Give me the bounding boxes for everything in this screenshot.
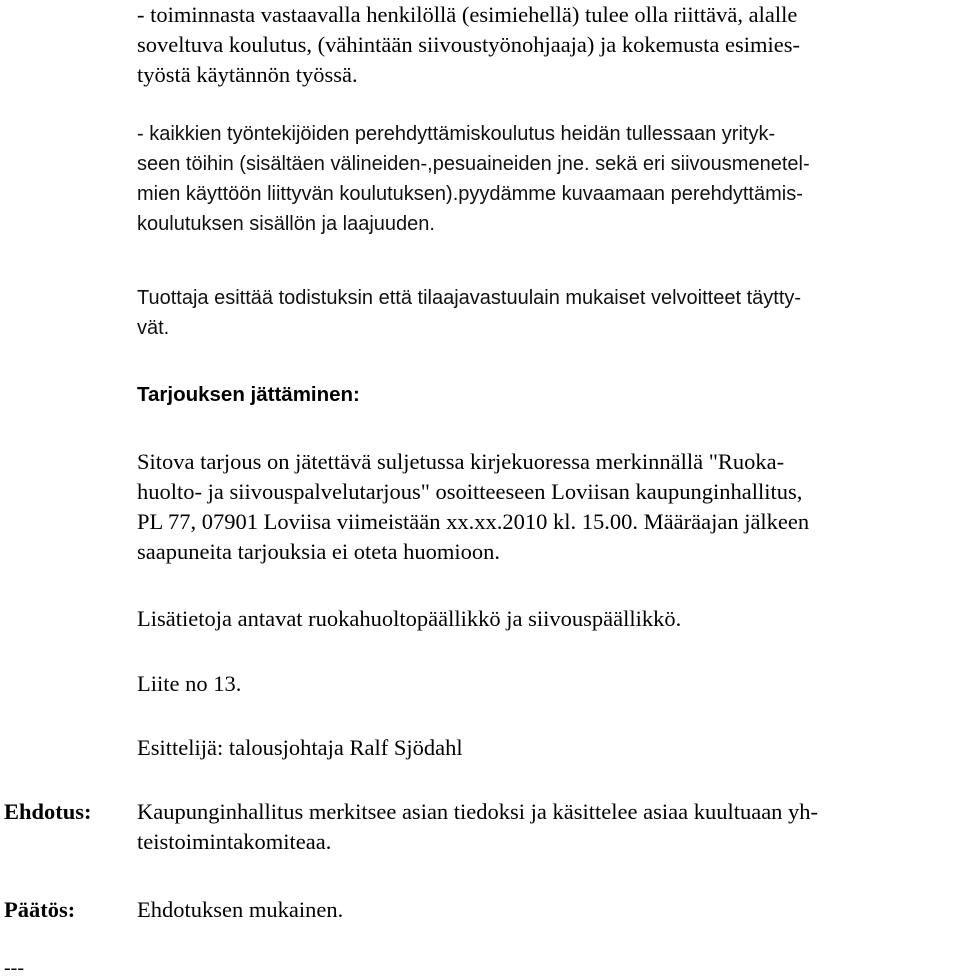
text-line: soveltuva koulutus, (vähintään siivoustyönohjaaja) ja kokemusta esimies- <box>137 32 800 57</box>
footer-separator: --- <box>4 957 24 979</box>
text-line: teistoimintakomiteaa. <box>137 829 332 854</box>
paragraph-more-info <box>137 604 954 634</box>
heading-text: Tarjouksen jättäminen: <box>137 383 360 406</box>
text-line: Esittelijä: talousjohtaja Ralf Sjödahl <box>137 735 463 760</box>
text-line: Sitova tarjous on jätettävä suljetussa kirjekuoressa merkinnällä "Ruoka- <box>137 449 785 474</box>
text-line: Tuottaja esittää todistuksin että tilaajavastuulain mukaiset velvoitteet täytty- <box>137 287 802 309</box>
paragraph-presenter <box>137 733 954 763</box>
paragraph-supervisor-training <box>137 0 954 90</box>
text-line: PL 77, 07901 Loviisa viimeistään xx.xx.2010 kl. 15.00. Määräajan jälkeen <box>137 509 810 534</box>
text-line: seen töihin (sisältäen välineiden-,pesuaineiden jne. sekä eri siivousmenetel- <box>137 153 810 175</box>
decision-text <box>137 895 954 925</box>
text-line: Ehdotuksen mukainen. <box>137 897 344 922</box>
section-heading <box>137 380 954 410</box>
proposal-text <box>137 797 954 857</box>
text-line: saapuneita tarjouksia ei oteta huomioon. <box>137 539 501 564</box>
text-line: Lisätietoja antavat ruokahuoltopäällikkö ja siivouspäällikkö. <box>137 606 682 631</box>
proposal-label: Ehdotus: <box>4 799 92 824</box>
paragraph-tender-submission <box>137 447 954 567</box>
text-line: Liite no 13. <box>137 671 242 696</box>
text-line: huolto- ja siivouspalvelutarjous" osoitteeseen Loviisan kaupunginhallitus, <box>137 479 803 504</box>
decision-label: Päätös: <box>4 897 76 922</box>
paragraph-contractor-liability <box>137 283 954 343</box>
paragraph-orientation-training <box>137 119 954 239</box>
text-line: koulutuksen sisällön ja laajuuden. <box>137 213 435 235</box>
text-line: - kaikkien työntekijöiden perehdyttämiskoulutus heidän tullessaan yrityk- <box>137 123 776 145</box>
text-line: - toiminnasta vastaavalla henkilöllä (esimiehellä) tulee olla riittävä, alalle <box>137 2 798 27</box>
text-line: vät. <box>137 317 170 339</box>
text-line: työstä käytännön työssä. <box>137 62 358 87</box>
text-line: mien käyttöön liittyvän koulutuksen).pyydämme kuvaamaan perehdyttämis- <box>137 183 803 205</box>
paragraph-attachment <box>137 669 954 699</box>
text-line: Kaupunginhallitus merkitsee asian tiedoksi ja käsittelee asiaa kuultuaan yh- <box>137 799 819 824</box>
